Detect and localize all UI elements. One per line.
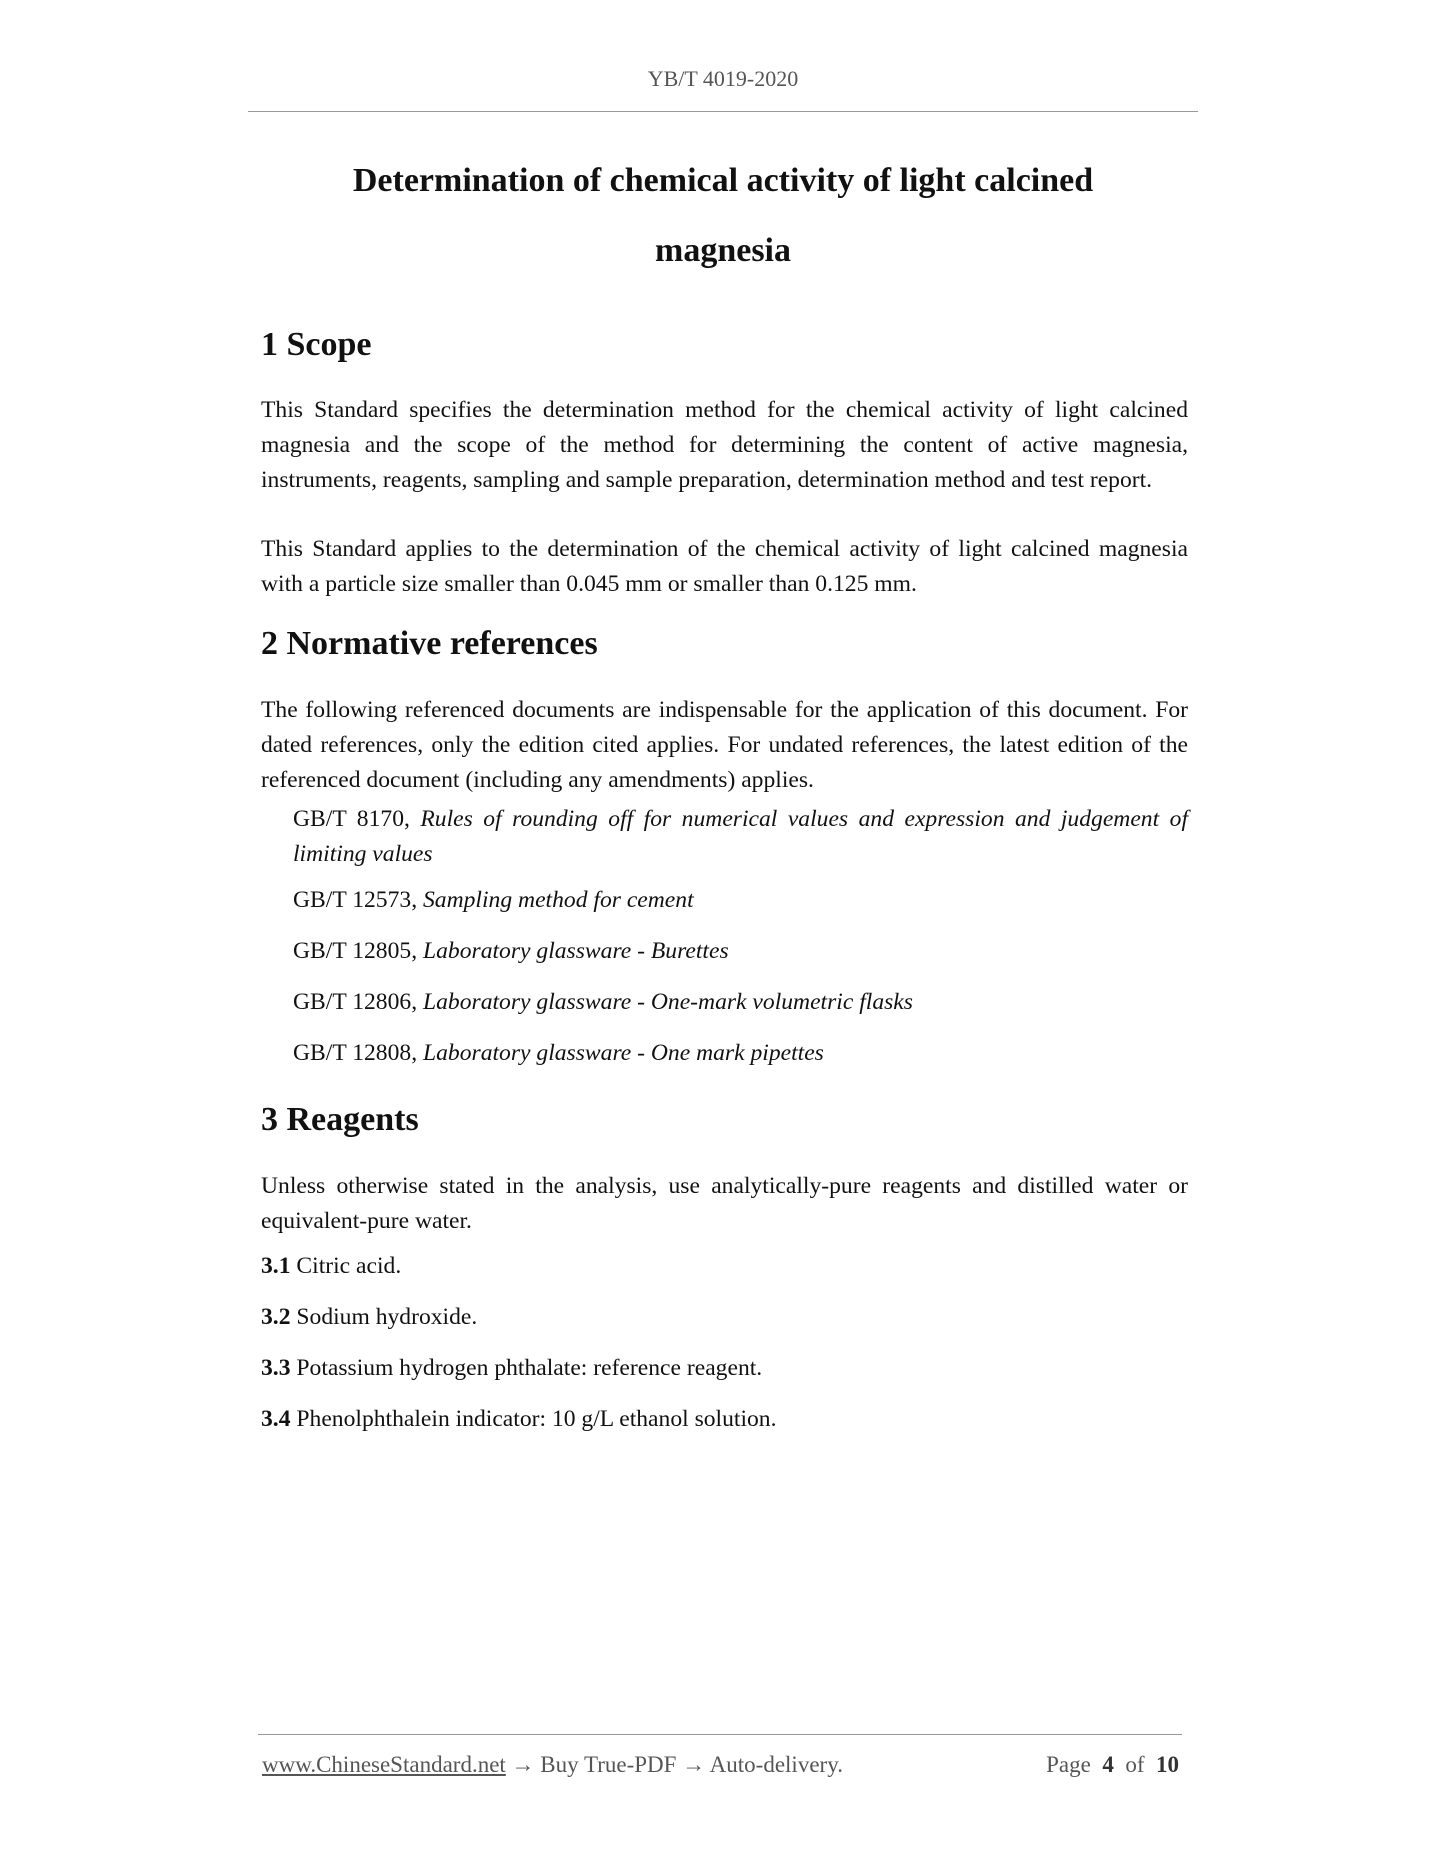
reagents-paragraph: Unless otherwise stated in the analysis, use analytically-pure reagents and distilled water or equivalent-pure water.	[261, 1173, 1188, 1234]
reference-title: Laboratory glassware - Burettes	[423, 938, 729, 964]
page-number: 4	[1102, 1752, 1114, 1777]
website-link[interactable]: www.ChineseStandard.net	[262, 1752, 506, 1777]
footer-promo	[262, 1752, 843, 1778]
title-line-2: magnesia	[655, 232, 791, 269]
heading-scope: 1 Scope	[261, 326, 372, 363]
reference-title: Laboratory glassware - One mark pipettes	[423, 1040, 824, 1066]
arrow-icon: →	[505, 1752, 541, 1777]
reagent-item	[261, 1351, 762, 1386]
reagent-item	[261, 1249, 401, 1284]
reagent-item	[261, 1402, 777, 1437]
reagent-number: 3.2	[261, 1304, 291, 1330]
reference-title: Laboratory glassware - One-mark volumetric flasks	[423, 989, 913, 1015]
reagent-item	[261, 1300, 477, 1335]
reagent-number: 3.4	[261, 1406, 291, 1432]
reference-item	[293, 802, 1188, 872]
running-header: YB/T 4019-2020	[647, 66, 799, 91]
reference-item	[293, 934, 1188, 969]
reference-item	[293, 883, 1188, 918]
reference-code: GB/T 12806,	[293, 989, 423, 1015]
title-line-1: Determination of chemical activity of light calcined	[352, 162, 1094, 199]
buy-pdf-text: Buy True-PDF	[540, 1752, 677, 1777]
heading-reagents: 3 Reagents	[261, 1101, 419, 1138]
reference-title: Rules of rounding off for numerical values and expression and judgement of limiting values	[293, 806, 1189, 867]
of-label: of	[1125, 1752, 1145, 1777]
reference-code: GB/T 12805,	[293, 938, 423, 964]
header-divider	[248, 111, 1198, 112]
reagent-text: Sodium hydroxide.	[290, 1304, 478, 1330]
reagent-text: Potassium hydrogen phthalate: reference reagent.	[290, 1355, 763, 1381]
reference-code: GB/T 12573,	[293, 887, 423, 913]
page-label: Page	[1046, 1752, 1091, 1777]
reference-code: GB/T 8170,	[293, 806, 421, 832]
reagent-text: Phenolphthalein indicator: 10 g/L ethanol solution.	[290, 1406, 777, 1432]
heading-normative-references: 2 Normative references	[261, 625, 598, 662]
reagent-number: 3.3	[261, 1355, 291, 1381]
reference-title: Sampling method for cement	[423, 887, 694, 913]
reference-item	[293, 985, 1188, 1020]
document-title	[248, 146, 1198, 286]
page-total: 10	[1156, 1752, 1179, 1777]
arrow-icon: →	[676, 1752, 710, 1777]
delivery-text: Auto-delivery.	[709, 1752, 843, 1777]
scope-paragraph-1: This Standard specifies the determination method for the chemical activity of light calcined magnesia and the scope of the method for determining the content of active magnesia, instruments, reagents, sampling and sample preparation, determination method and test report.	[261, 397, 1188, 493]
footer-divider	[258, 1734, 1182, 1735]
reagent-text: Citric acid.	[290, 1253, 402, 1279]
scope-paragraph-2: This Standard applies to the determination of the chemical activity of light calcined magnesia with a particle size smaller than 0.045 mm or smaller than 0.125 mm.	[261, 536, 1188, 597]
reagent-number: 3.1	[261, 1253, 291, 1279]
page-indicator	[1046, 1752, 1179, 1778]
reference-item	[293, 1036, 1188, 1071]
reference-code: GB/T 12808,	[293, 1040, 423, 1066]
normative-paragraph: The following referenced documents are indispensable for the application of this document. For dated references, only the edition cited applies. For undated references, the latest edition of the referenced document (including any amendments) applies.	[261, 697, 1188, 793]
